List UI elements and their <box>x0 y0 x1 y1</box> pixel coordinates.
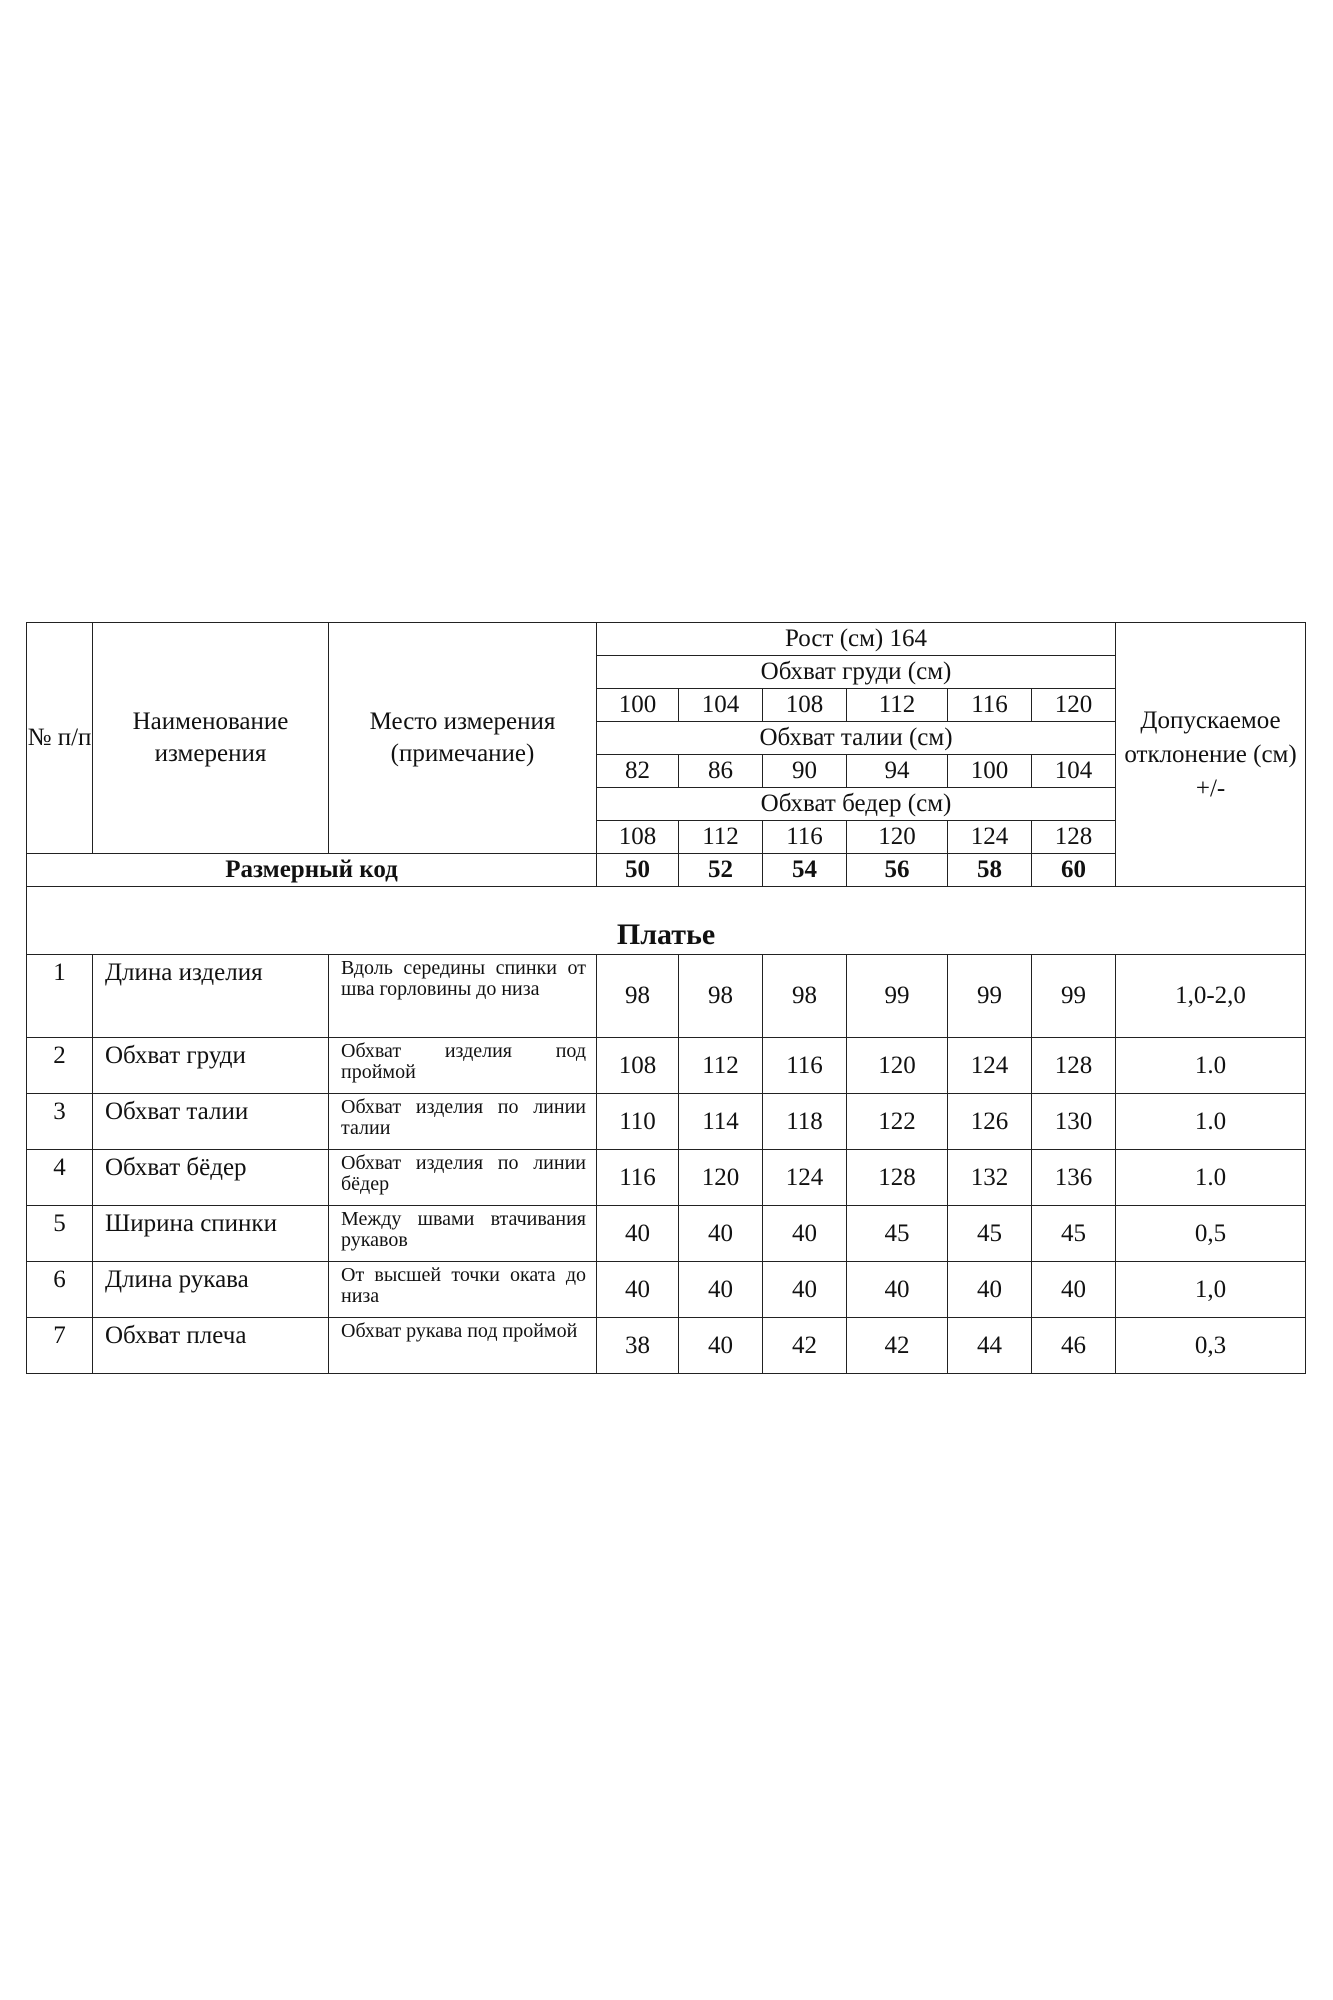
measurement-value: 42 <box>763 1318 847 1374</box>
code-value: 50 <box>597 854 679 887</box>
measurement-value: 99 <box>948 955 1032 1038</box>
measurement-value: 40 <box>679 1318 763 1374</box>
table-row <box>27 1318 1306 1374</box>
header-name: Наименование измерения <box>93 623 329 854</box>
table-row <box>27 1262 1306 1318</box>
measurement-value: 98 <box>763 955 847 1038</box>
hips-value: 112 <box>679 821 763 854</box>
measurement-value: 40 <box>679 1206 763 1262</box>
measurement-value: 108 <box>597 1038 679 1094</box>
measurement-value: 120 <box>679 1150 763 1206</box>
measurement-value: 40 <box>847 1262 948 1318</box>
chest-value: 100 <box>597 689 679 722</box>
code-value: 58 <box>948 854 1032 887</box>
measurement-value: 40 <box>679 1262 763 1318</box>
row-number: 7 <box>27 1318 93 1374</box>
measurement-value: 110 <box>597 1094 679 1150</box>
waist-value: 86 <box>679 755 763 788</box>
waist-value: 94 <box>847 755 948 788</box>
measurement-value: 42 <box>847 1318 948 1374</box>
measurement-value: 98 <box>679 955 763 1038</box>
table-row <box>27 1206 1306 1262</box>
measurement-place: Обхват рукава под проймой <box>329 1318 597 1374</box>
section-title: Платье <box>27 887 1306 955</box>
chest-value: 104 <box>679 689 763 722</box>
chest-value: 120 <box>1032 689 1116 722</box>
header-place: Место измерения (примечание) <box>329 623 597 854</box>
measurement-place: Обхват изделия по линии талии <box>329 1094 597 1150</box>
code-value: 56 <box>847 854 948 887</box>
hips-value: 128 <box>1032 821 1116 854</box>
hips-value: 116 <box>763 821 847 854</box>
measurement-place: Обхват изделия под проймой <box>329 1038 597 1094</box>
table-row <box>27 1150 1306 1206</box>
measurement-value: 40 <box>1032 1262 1116 1318</box>
chest-value: 112 <box>847 689 948 722</box>
measurement-value: 44 <box>948 1318 1032 1374</box>
code-value: 60 <box>1032 854 1116 887</box>
measurement-value: 40 <box>597 1262 679 1318</box>
measurement-value: 99 <box>1032 955 1116 1038</box>
tolerance-value: 1.0 <box>1116 1038 1306 1094</box>
measurement-value: 130 <box>1032 1094 1116 1150</box>
header-chest: Обхват груди (см) <box>597 656 1116 689</box>
measurement-value: 45 <box>847 1206 948 1262</box>
table-row <box>27 1038 1306 1094</box>
size-code-label: Размерный код <box>27 854 597 887</box>
measurement-value: 40 <box>763 1206 847 1262</box>
measurement-value: 136 <box>1032 1150 1116 1206</box>
measurement-value: 118 <box>763 1094 847 1150</box>
measurement-value: 126 <box>948 1094 1032 1150</box>
measurement-value: 40 <box>763 1262 847 1318</box>
measurement-value: 116 <box>597 1150 679 1206</box>
measurement-value: 46 <box>1032 1318 1116 1374</box>
measurement-value: 128 <box>847 1150 948 1206</box>
code-value: 54 <box>763 854 847 887</box>
row-number: 5 <box>27 1206 93 1262</box>
waist-value: 90 <box>763 755 847 788</box>
waist-value: 82 <box>597 755 679 788</box>
measurement-rows <box>27 955 1306 1374</box>
measurement-place: Между швами втачивания рукавов <box>329 1206 597 1262</box>
row-number: 3 <box>27 1094 93 1150</box>
tolerance-value: 0,5 <box>1116 1206 1306 1262</box>
row-number: 4 <box>27 1150 93 1206</box>
measurement-name: Ширина спинки <box>93 1206 329 1262</box>
measurement-place: Вдоль середины спинки от шва горловины до низа <box>329 955 597 1038</box>
measurement-value: 132 <box>948 1150 1032 1206</box>
measurement-value: 40 <box>597 1206 679 1262</box>
table-row <box>27 1094 1306 1150</box>
tolerance-value: 1.0 <box>1116 1150 1306 1206</box>
header-height: Рост (см) 164 <box>597 623 1116 656</box>
measurement-value: 120 <box>847 1038 948 1094</box>
measurement-value: 124 <box>948 1038 1032 1094</box>
measurement-value: 114 <box>679 1094 763 1150</box>
measurement-value: 40 <box>948 1262 1032 1318</box>
row-number: 6 <box>27 1262 93 1318</box>
measurement-place: Обхват изделия по линии бёдер <box>329 1150 597 1206</box>
measurement-value: 38 <box>597 1318 679 1374</box>
hips-value: 124 <box>948 821 1032 854</box>
hips-value: 108 <box>597 821 679 854</box>
measurement-name: Длина рукава <box>93 1262 329 1318</box>
measurement-name: Длина изделия <box>93 955 329 1038</box>
waist-value: 100 <box>948 755 1032 788</box>
measurement-value: 116 <box>763 1038 847 1094</box>
header-no: № п/п <box>27 623 93 854</box>
row-number: 1 <box>27 955 93 1038</box>
measurement-name: Обхват бёдер <box>93 1150 329 1206</box>
size-code-row <box>27 854 1306 887</box>
measurement-value: 99 <box>847 955 948 1038</box>
table-row <box>27 955 1306 1038</box>
measurement-value: 124 <box>763 1150 847 1206</box>
chest-value: 116 <box>948 689 1032 722</box>
tolerance-value: 1.0 <box>1116 1094 1306 1150</box>
measurement-value: 122 <box>847 1094 948 1150</box>
size-table <box>26 622 1306 1374</box>
row-number: 2 <box>27 1038 93 1094</box>
measurement-value: 128 <box>1032 1038 1116 1094</box>
chest-value: 108 <box>763 689 847 722</box>
measurement-value: 45 <box>948 1206 1032 1262</box>
measurement-name: Обхват талии <box>93 1094 329 1150</box>
tolerance-value: 1,0 <box>1116 1262 1306 1318</box>
measurement-place: От высшей точки оката до низа <box>329 1262 597 1318</box>
measurement-value: 45 <box>1032 1206 1116 1262</box>
header-waist: Обхват талии (см) <box>597 722 1116 755</box>
measurement-name: Обхват груди <box>93 1038 329 1094</box>
measurement-value: 98 <box>597 955 679 1038</box>
tolerance-value: 1,0-2,0 <box>1116 955 1306 1038</box>
code-value: 52 <box>679 854 763 887</box>
hips-value: 120 <box>847 821 948 854</box>
measurement-name: Обхват плеча <box>93 1318 329 1374</box>
waist-value: 104 <box>1032 755 1116 788</box>
header-tolerance: Допускаемое отклонение (см) +/- <box>1116 623 1306 887</box>
header-hips: Обхват бедер (см) <box>597 788 1116 821</box>
measurement-value: 112 <box>679 1038 763 1094</box>
tolerance-value: 0,3 <box>1116 1318 1306 1374</box>
